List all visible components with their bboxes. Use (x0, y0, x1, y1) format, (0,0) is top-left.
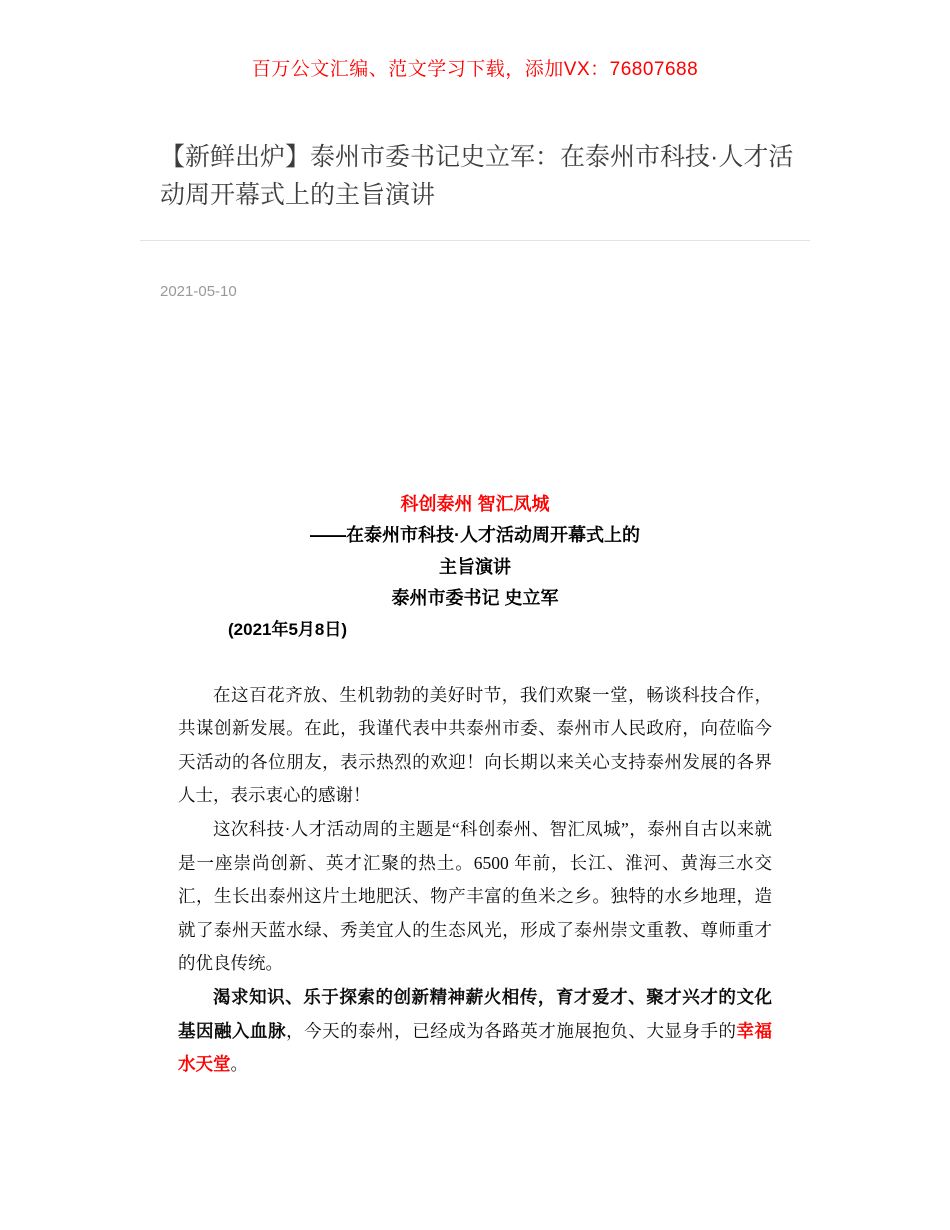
speech-body (140, 488, 810, 1082)
speech-paragraphs (140, 679, 810, 1082)
speech-paragraph (178, 813, 772, 981)
speech-paragraph (178, 679, 772, 813)
speech-paragraph (178, 981, 772, 1082)
highlighted-phrase: 幸福水天堂 (178, 1020, 772, 1075)
paragraph-text: 这次科技·人才活动周的主题是“科创泰州、智汇凤城”，泰州自古以来就是一座崇尚创新、英才汇聚的热土。6500 年前，长江、淮河、黄海三水交汇，生长出泰州这片土地肥沃、物产丰富的鱼米之乡。独特的水乡地理，造就了泰州天蓝水绿、秀美宜人的生态风光，形成了泰州崇文重教、尊师重才的优良传统。 (178, 819, 772, 974)
speech-speaker: 泰州市委书记 史立军 (391, 588, 559, 609)
speech-headline: 科创泰州 智汇凤城 (400, 494, 550, 514)
speech-subtitle-line2: 主旨演讲 (439, 556, 511, 577)
article-title: 【新鲜出炉】泰州市委书记史立军：在泰州市科技·人才活动周开幕式上的主旨演讲 (160, 143, 794, 209)
document-page (140, 139, 810, 1082)
promo-banner: 百万公文汇编、范文学习下载，添加VX：76807688 (251, 59, 699, 80)
paragraph-text: 渴求知识、乐于探索的创新精神薪火相传，育才爱才、聚才兴才的文化基因融入血脉 (178, 986, 772, 1041)
speech-dateline: (2021年5月8日) (228, 619, 348, 639)
paragraph-text: ，今天的泰州，已经成为各路英才施展抱负、大显身手的 (286, 1020, 737, 1041)
paragraph-text: 在这百花齐放、生机勃勃的美好时节，我们欢聚一堂，畅谈科技合作，共谋创新发展。在此，我谨代表中共泰州市委、泰州市人民政府，向莅临今天活动的各位朋友，表示热烈的欢迎！向长期以来关心支持泰州发展的各界人士，表示衷心的感谢！ (178, 684, 772, 806)
speech-subtitle-line1: ——在泰州市科技·人才活动周开幕式上的 (310, 525, 640, 546)
publish-date: 2021-05-10 (160, 283, 237, 300)
title-divider (140, 240, 810, 241)
paragraph-text: 。 (230, 1054, 248, 1075)
